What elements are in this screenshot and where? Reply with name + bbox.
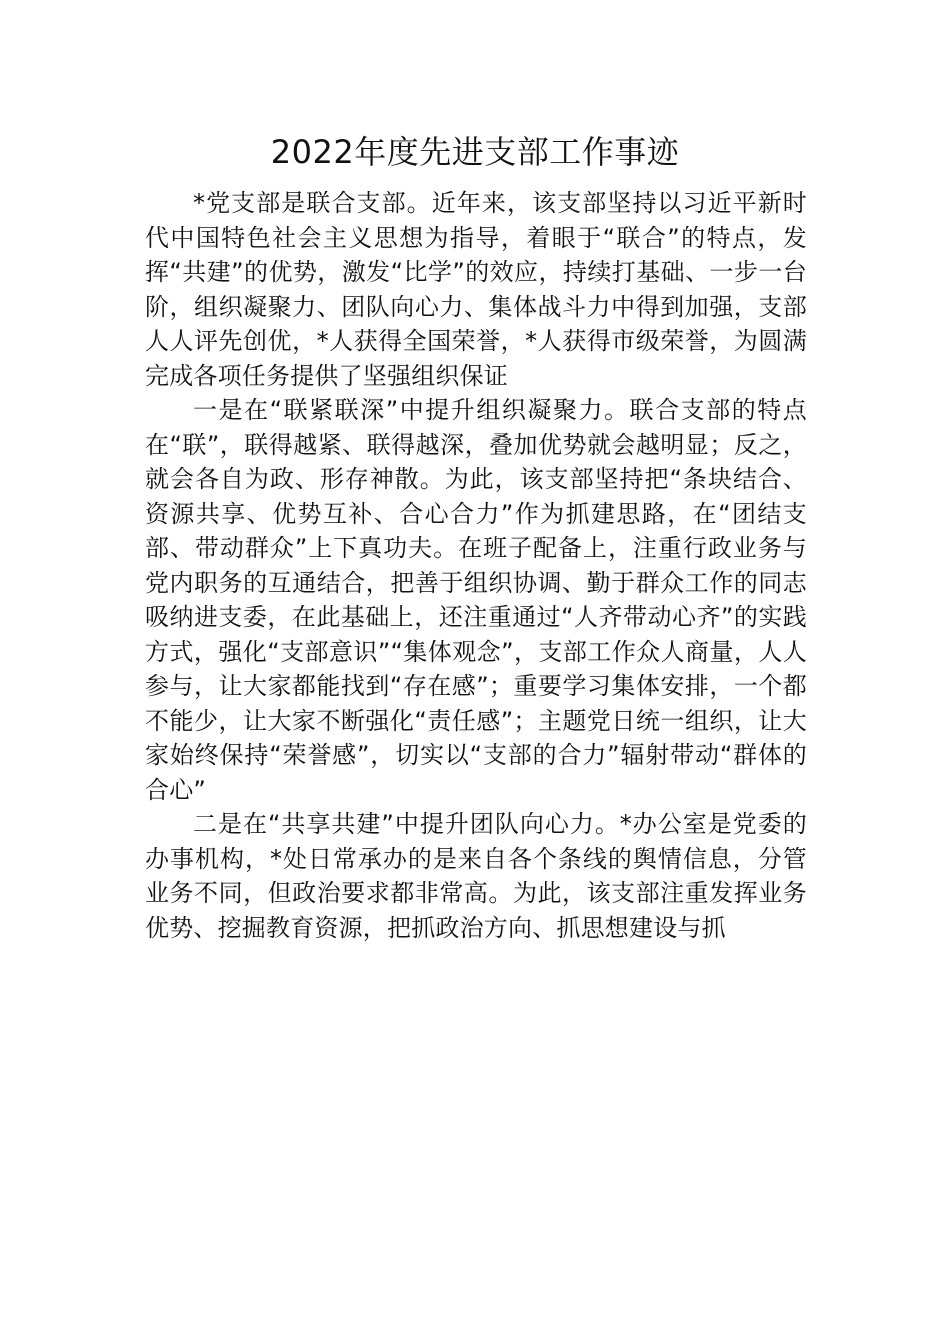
paragraph-cohesion: 一是在“联紧联深”中提升组织凝聚力。联合支部的特点在“联”，联得越紧、联得越深，叠加优势就会越明显；反之，就会各自为政、形存神散。为此，该支部坚持把“条块结合、资源共享、优势互补、合心合力”作为抓建思路，在“团结支部、带动群众”上下真功夫。在班子配备上，注重行政业务与党内职务的互通结合，把善于组织协调、勤于群众工作的同志吸纳进支委，在此基础上，还注重通过“人齐带动心齐”的实践方式，强化“支部意识”“集体观念”，支部工作众人商量，人人参与，让大家都能找到“存在感”；重要学习集体安排，一个都不能少，让大家不断强化“责任感”；主题党日统一组织，让大家始终保持“荣誉感”，切实以“支部的合力”辐射带动“群体的合心” xyxy=(145,396,807,804)
document-title: 2022年度先进支部工作事迹 xyxy=(270,133,680,171)
paragraph-intro: *党支部是联合支部。近年来，该支部坚持以习近平新时代中国特色社会主义思想为指导，着眼于“联合”的特点，发挥“共建”的优势，激发“比学”的效应，持续打基础、一步一台阶，组织凝聚力、团队向心力、集体战斗力中得到加强，支部人人评先创优，*人获得全国荣誉，*人获得市级荣誉，为圆满完成各项任务提供了坚强组织保证 xyxy=(145,189,807,390)
paragraph-team: 二是在“共享共建”中提升团队向心力。*办公室是党委的办事机构，*处日常承办的是来自各个条线的舆情信息，分管业务不同，但政治要求都非常高。为此，该支部注重发挥业务优势、挖掘教育资源，把抓政治方向、抓思想建设与抓 xyxy=(145,810,807,942)
document-body xyxy=(145,186,807,945)
